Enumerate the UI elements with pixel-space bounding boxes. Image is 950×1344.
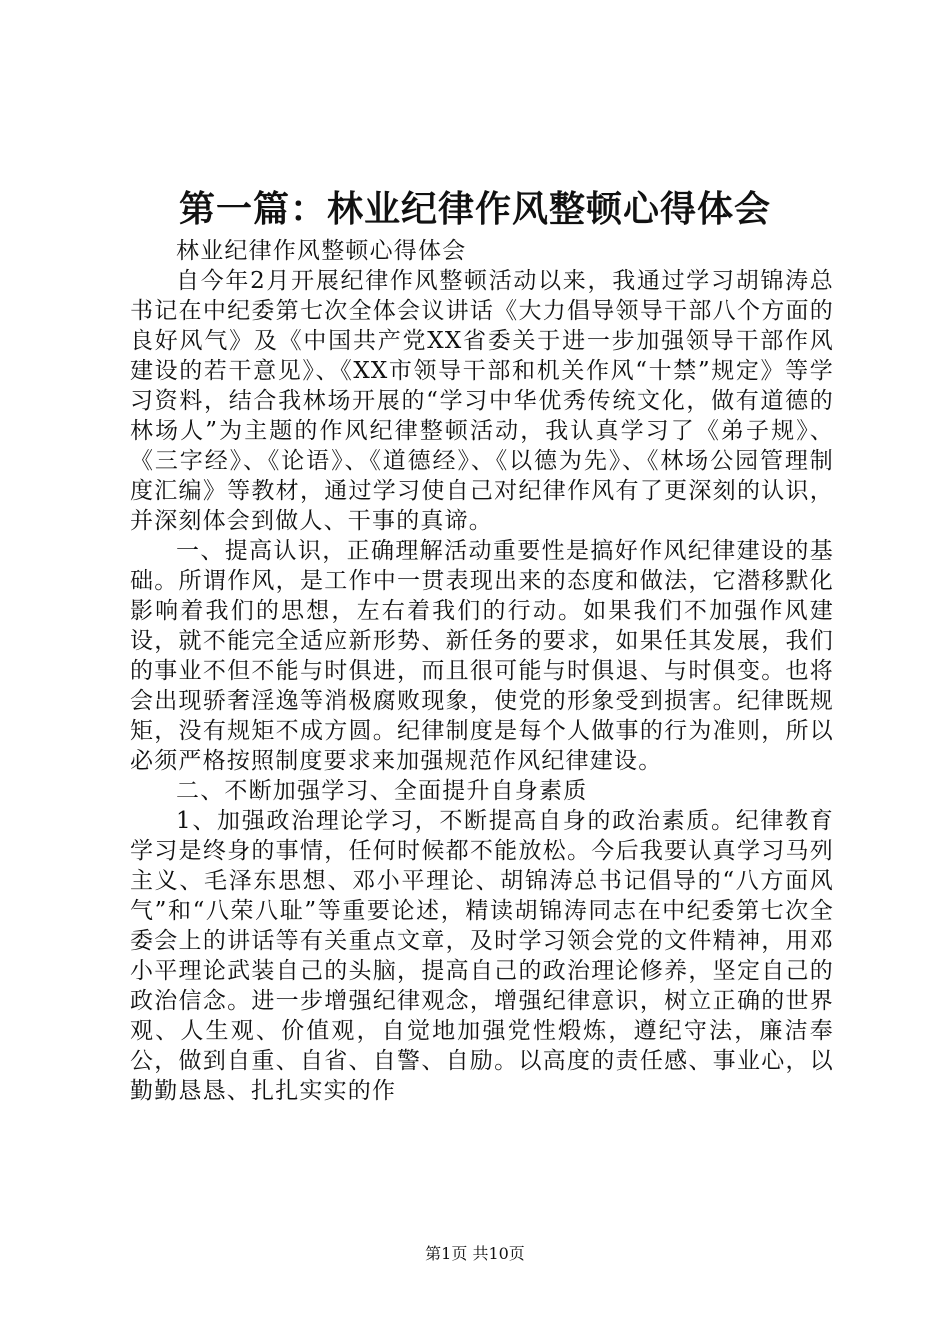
document-body: [130, 236, 834, 1106]
document-subtitle: 林业纪律作风整顿心得体会: [176, 238, 467, 264]
document-title: 第一篇：林业纪律作风整顿心得体会: [178, 188, 771, 230]
page-number-footer: 第1页 共10页: [425, 1244, 525, 1263]
paragraph-section-two-item-one: 1、加强政治理论学习，不断提高自身的政治素质。纪律教育学习是终身的事情，任何时候都不能放松。今后我要认真学习马列主义、毛泽东思想、邓小平理论、胡锦涛总书记倡导的“八方面风气”和“八荣八耻”等重要论述，精读胡锦涛同志在中纪委第七次全委会上的讲话等有关重点文章，及时学习领会党的文件精神，用邓小平理论武装自己的头脑，提高自己的政治理论修养，坚定自己的政治信念。进一步增强纪律观念，增强纪律意识，树立正确的世界观、人生观、价值观，自觉地加强党性煅炼，遵纪守法，廉洁奉公，做到自重、自省、自警、自励。以高度的责任感、事业心，以勤勤恳恳、扎扎实实的作: [130, 808, 834, 1104]
paragraph-section-one: 一、提高认识，正确理解活动重要性是搞好作风纪律建设的基础。所谓作风，是工作中一贯表现出来的态度和做法，它潜移默化影响着我们的思想，左右着我们的行动。如果我们不加强作风建设，就不能完全适应新形势、新任务的要求，如果任其发展，我们的事业不但不能与时俱进，而且很可能与时俱退、与时俱变。也将会出现骄奢淫逸等消极腐败现象，使党的形象受到损害。纪律既规矩，没有规矩不成方圆。纪律制度是每个人做事的行为准则，所以必须严格按照制度要求来加强规范作风纪律建设。: [130, 538, 834, 774]
paragraph-section-two-heading: 二、不断加强学习、全面提升自身素质: [176, 778, 588, 804]
paragraph-intro: 自今年2月开展纪律作风整顿活动以来，我通过学习胡锦涛总书记在中纪委第七次全体会议讲话《大力倡导领导干部八个方面的良好风气》及《中国共产党XX省委关于进一步加强领导干部作风建设的若干意见》、《XX市领导干部和机关作风“十禁”规定》等学习资料，结合我林场开展的“学习中华优秀传统文化，做有道德的林场人”为主题的作风纪律整顿活动，我认真学习了《弟子规》、《三字经》、《论语》、《道德经》、《以德为先》、《林场公园管理制度汇编》等教材，通过学习使自己对纪律作风有了更深刻的认识，并深刻体会到做人、干事的真谛。: [130, 268, 834, 534]
